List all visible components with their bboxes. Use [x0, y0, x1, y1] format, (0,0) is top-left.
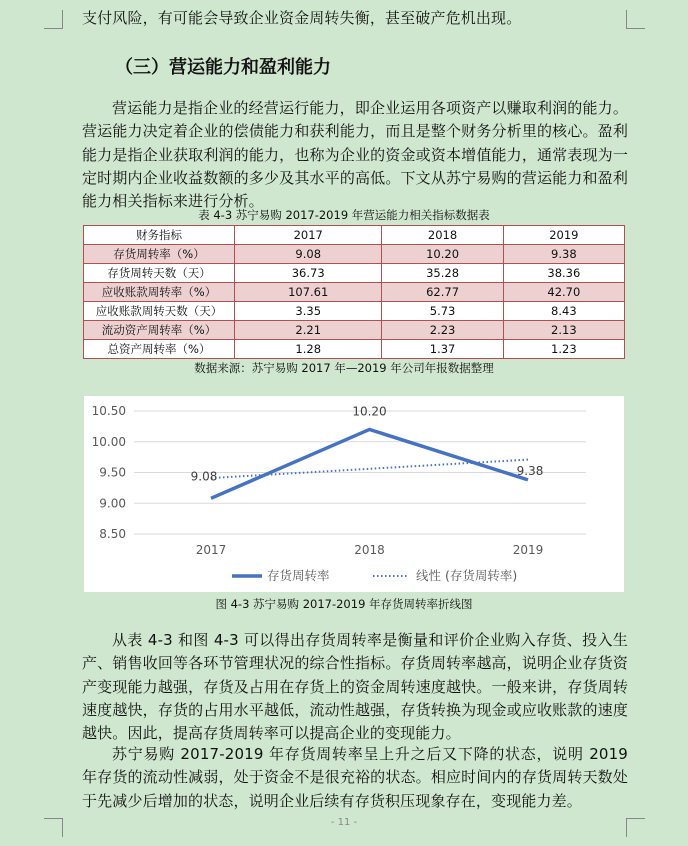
intro-line: 支付风险，有可能会导致企业资金周转失衡，甚至破产危机出现。: [82, 9, 522, 27]
x-tick-label: 2017: [195, 543, 227, 557]
paragraph-3: 苏宁易购 2017-2019 年存货周转率呈上升之后又下降的状态，说明 2019 年存货的流动性减弱，处于资金不是很充裕的状态。相应时间内的存货周转天数处于先减少后增加的状态，说明企业后续有存货积压现象存在，变现能力差。: [82, 745, 628, 810]
y-tick-label: 9.00: [99, 496, 126, 511]
line-chart: [84, 396, 624, 592]
value-cell: 1.28: [235, 340, 382, 359]
trendline: [211, 460, 528, 478]
x-tick-label: 2018: [354, 543, 385, 557]
section-heading: （三）营运能力和盈利能力: [115, 57, 331, 78]
legend-label: 存货周转率: [267, 568, 330, 583]
value-cell: 1.23: [503, 340, 624, 359]
value-cell: 3.35: [235, 302, 382, 321]
page-number: - 11 -: [330, 817, 358, 828]
value-cell: 5.73: [382, 302, 503, 321]
table-row: [84, 321, 625, 340]
data-table: [83, 225, 625, 359]
header-cell: 2017: [235, 226, 382, 245]
value-cell: 2.21: [235, 321, 382, 340]
table-source: 数据来源：苏宁易购 2017 年—2019 年公司年报数据整理: [194, 361, 494, 375]
crop-mark: [626, 10, 645, 29]
value-cell: 10.20: [382, 245, 503, 264]
table-row: [84, 283, 625, 302]
value-cell: 36.73: [235, 264, 382, 283]
data-label: 9.08: [190, 469, 218, 484]
x-tick-label: 2019: [512, 543, 544, 557]
y-tick-label: 10.50: [91, 404, 126, 418]
metric-cell: 应收账款周转率（%）: [84, 283, 235, 302]
value-cell: 1.37: [382, 340, 503, 359]
data-label: 9.38: [516, 463, 544, 478]
value-cell: 62.77: [382, 283, 503, 302]
table-header-row: [84, 226, 625, 245]
y-tick-label: 8.50: [99, 527, 126, 541]
table-caption: 表 4-3 苏宁易购 2017-2019 年营运能力相关指标数据表: [198, 208, 490, 222]
header-cell: 2018: [382, 226, 503, 245]
value-cell: 42.70: [503, 283, 624, 302]
metric-cell: 存货周转率（%）: [84, 245, 235, 264]
value-cell: 8.43: [503, 302, 624, 321]
chart-title: 图 4-3 苏宁易购 2017-2019 年存货周转率折线图: [215, 597, 473, 611]
table-row: [84, 245, 625, 264]
metric-cell: 总资产周转率（%）: [84, 340, 235, 359]
table-row: [84, 264, 625, 283]
header-cell: 2019: [503, 226, 624, 245]
paragraph-2: 从表 4-3 和图 4-3 可以得出存货周转率是衡量和评价企业购入存货、投入生产、销售收回等各环节管理状况的综合性指标。存货周转率越高，说明企业存货资产变现能力越强，存货及占用在存货上的资金周转速度越快。一般来讲，存货周转速度越快，存货的占用水平越低，流动性越强，存货转换为现金或应收账款的速度越快。因此，提高存货周转率可以提高企业的变现能力。: [82, 631, 628, 743]
metric-cell: 流动资产周转率（%）: [84, 321, 235, 340]
series-line: [211, 429, 528, 498]
value-cell: 107.61: [235, 283, 382, 302]
table-row: [84, 340, 625, 359]
metric-cell: 存货周转天数（天）: [84, 264, 235, 283]
y-tick-label: 9.50: [99, 465, 126, 480]
legend-label: 线性 (存货周转率): [416, 568, 518, 583]
crop-mark: [44, 10, 63, 29]
value-cell: 2.23: [382, 321, 503, 340]
value-cell: 9.08: [235, 245, 382, 264]
y-tick-label: 10.00: [91, 434, 126, 449]
value-cell: 2.13: [503, 321, 624, 340]
header-cell: 财务指标: [84, 226, 235, 245]
data-label: 10.20: [352, 404, 387, 419]
table-row: [84, 302, 625, 321]
value-cell: 9.38: [503, 245, 624, 264]
value-cell: 35.28: [382, 264, 503, 283]
value-cell: 38.36: [503, 264, 624, 283]
paragraph-1: 营运能力是指企业的经营运行能力，即企业运用各项资产以赚取利润的能力。营运能力决定着企业的偿债能力和获利能力，而且是整个财务分析里的核心。盈利能力是指企业获取利润的能力，也称为企业的资金或资本增值能力，通常表现为一定时期内企业收益数额的多少及其水平的高低。下文从苏宁易购的营运能力和盈利能力相关指标来进行分析。: [82, 99, 628, 211]
metric-cell: 应收账款周转天数（天）: [84, 302, 235, 321]
